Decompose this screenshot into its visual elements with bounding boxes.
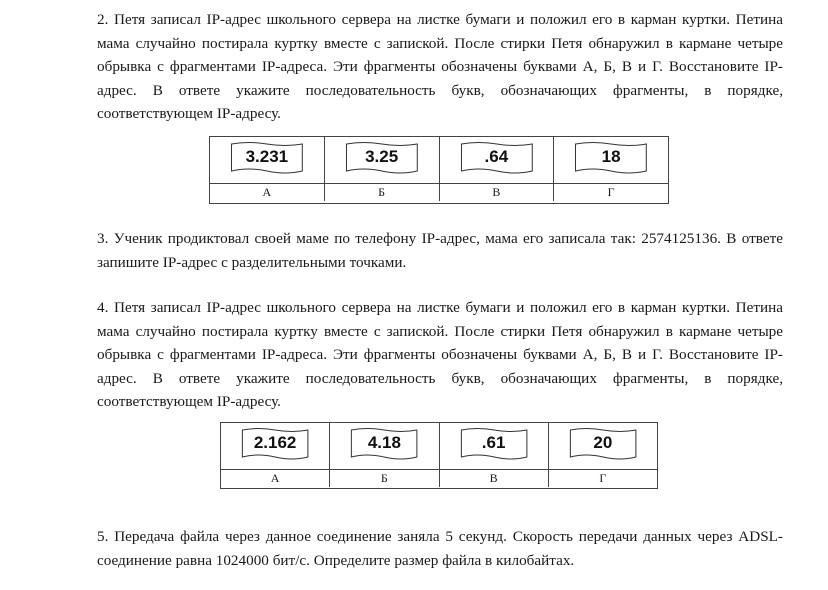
fragment-value: 20	[593, 433, 613, 452]
fragment-card	[221, 423, 330, 469]
fragment-value: 2.162	[253, 433, 297, 452]
fragment-letter: В	[492, 185, 501, 199]
fragment-card	[549, 423, 657, 469]
fragment-value: 4.18	[367, 433, 401, 452]
fragment-letter: А	[270, 471, 280, 485]
fragment-value: .64	[484, 147, 509, 166]
fragment-card	[440, 137, 555, 183]
problem-4-text: 4. Петя записал IP-адрес школьного сервера на листке бумаги и положил его в карман куртки. Петина мама случайно постирала куртку вместе с запиской. После стирки Петя обнаружил в кармане четыре обрывка с фрагментами IP-адреса. Эти фрагменты обозначены буквами А, Б, В и Г. Восстановите IP-адрес. В ответе укажите последовательность букв, обозначающих фрагменты, в порядке, соответствующем IP-адресу.	[97, 299, 783, 410]
fragment-letter: Г	[607, 185, 615, 199]
fragment-letter: В	[489, 471, 498, 485]
problem-5-text: 5. Передача файла через данное соединение заняла 5 секунд. Скорость передачи данных через ADSL-соединение равна 1024000 бит/с. Определите размер файла в килобайтах.	[97, 528, 783, 569]
fragment-letter: А	[262, 185, 272, 199]
fragment-value: 18	[601, 147, 621, 166]
problem-3-text: 3. Ученик продиктовал своей маме по телефону IP-адрес, мама его записала так: 2574125136. В ответе запишите IP-адрес с разделительными точками.	[97, 230, 783, 271]
fragment-letter: Б	[380, 471, 388, 485]
fragment-value: 3.231	[245, 147, 289, 166]
fragments-table-problem-4	[220, 422, 658, 489]
fragment-card	[554, 137, 668, 183]
fragment-card	[210, 137, 325, 183]
fragment-letter: Б	[378, 185, 386, 199]
problem-2-text: 2. Петя записал IP-адрес школьного сервера на листке бумаги и положил его в карман куртки. Петина мама случайно постирала куртку вместе с запиской. После стирки Петя обнаружил в кармане четыре обрывка с фрагментами IP-адреса. Эти фрагменты обозначены буквами А, Б, В и Г. Восстановите IP-адрес. В ответе укажите последовательность букв, обозначающих фрагменты, в порядке, соответствующем IP-адресу.	[97, 11, 783, 122]
fragment-card	[440, 423, 549, 469]
fragments-table-problem-2	[209, 136, 669, 204]
fragment-letter: Г	[599, 471, 607, 485]
fragment-card	[325, 137, 440, 183]
fragment-value: 3.25	[365, 147, 399, 166]
fragment-value: .61	[481, 433, 506, 452]
fragment-card	[330, 423, 439, 469]
